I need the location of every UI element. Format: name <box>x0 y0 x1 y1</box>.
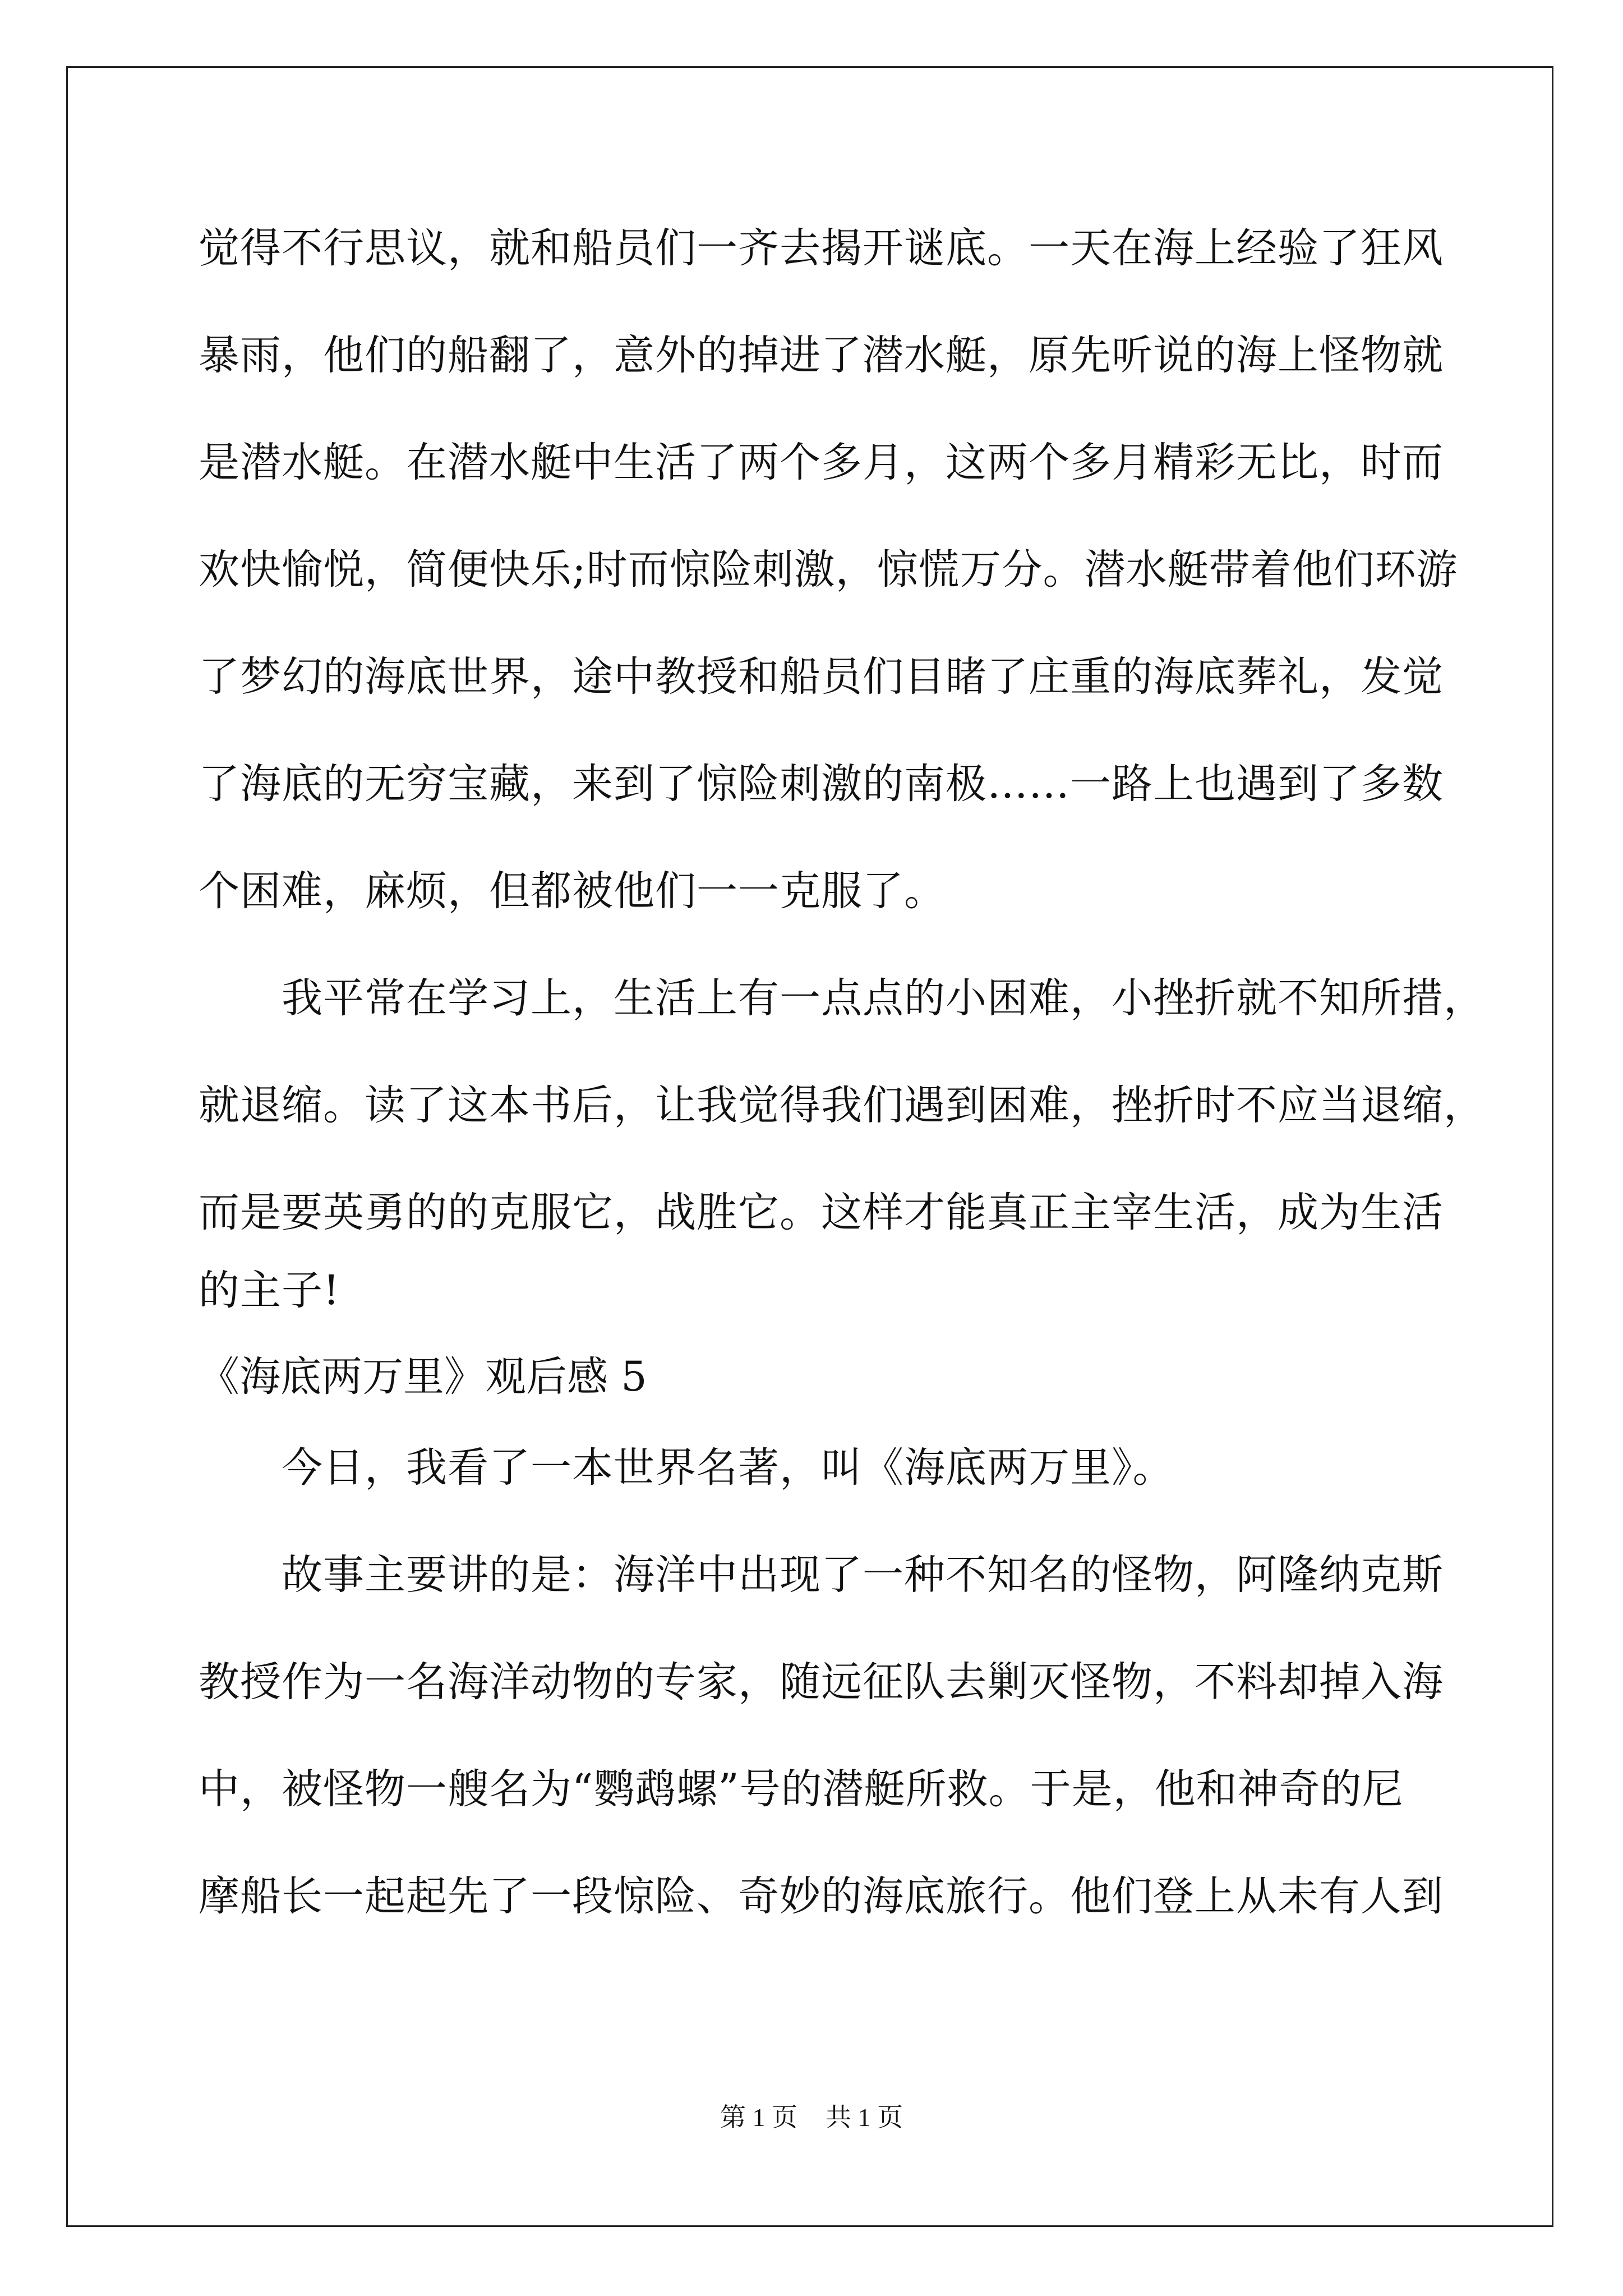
page-total: 共 1 页 <box>826 2103 903 2132</box>
paragraph-line: 中，被怪物一艘名为“鹦鹉螺”号的潜艇所救。于是，他和神奇的尼 <box>199 1765 1404 1813</box>
paragraph-line: 摩船长一起起先了一段惊险、奇妙的海底旅行。他们登上从未有人到 <box>199 1872 1444 1920</box>
paragraph-line: 暴雨，他们的船翻了，意外的掉进了潜水艇，原先听说的海上怪物就 <box>199 332 1444 379</box>
paragraph-line: 今日，我看了一本世界名著，叫《海底两万里》。 <box>282 1444 1174 1492</box>
paragraph-line: 个困难，麻烦，但都被他们一一克服了。 <box>199 867 946 915</box>
paragraph-line: 了梦幻的海底世界，途中教授和船员们目睹了庄重的海底葬礼，发觉 <box>199 653 1444 701</box>
page-number: 第 1 页 <box>720 2103 797 2132</box>
page-footer <box>0 2101 1623 2134</box>
paragraph-line: 教授作为一名海洋动物的专家，随远征队去剿灭怪物，不料却掉入海 <box>199 1658 1444 1706</box>
paragraph-line: 而是要英勇的的克服它，战胜它。这样才能真正主宰生活，成为生活 <box>199 1189 1444 1236</box>
paragraph-line: 我平常在学习上，生活上有一点点的小困难，小挫折就不知所措， <box>282 974 1485 1022</box>
paragraph-line: 觉得不行思议，就和船员们一齐去揭开谜底。一天在海上经验了狂风 <box>199 224 1444 272</box>
paragraph-line: 的主子! <box>199 1267 340 1314</box>
paragraph-line: 是潜水艇。在潜水艇中生活了两个多月，这两个多月精彩无比，时而 <box>199 439 1444 486</box>
paragraph-line: 故事主要讲的是：海洋中出现了一种不知名的怪物，阿隆纳克斯 <box>282 1551 1444 1599</box>
paragraph-line: 就退缩。读了这本书后，让我觉得我们遇到困难，挫折时不应当退缩， <box>199 1082 1485 1129</box>
section-heading: 《海底两万里》观后感 5 <box>199 1353 647 1401</box>
paragraph-line: 了海底的无穷宝藏，来到了惊险刺激的南极……一路上也遇到了多数 <box>199 760 1444 808</box>
paragraph-line: 欢快愉悦，简便快乐;时而惊险刺激，惊慌万分。潜水艇带着他们环游 <box>199 546 1458 593</box>
